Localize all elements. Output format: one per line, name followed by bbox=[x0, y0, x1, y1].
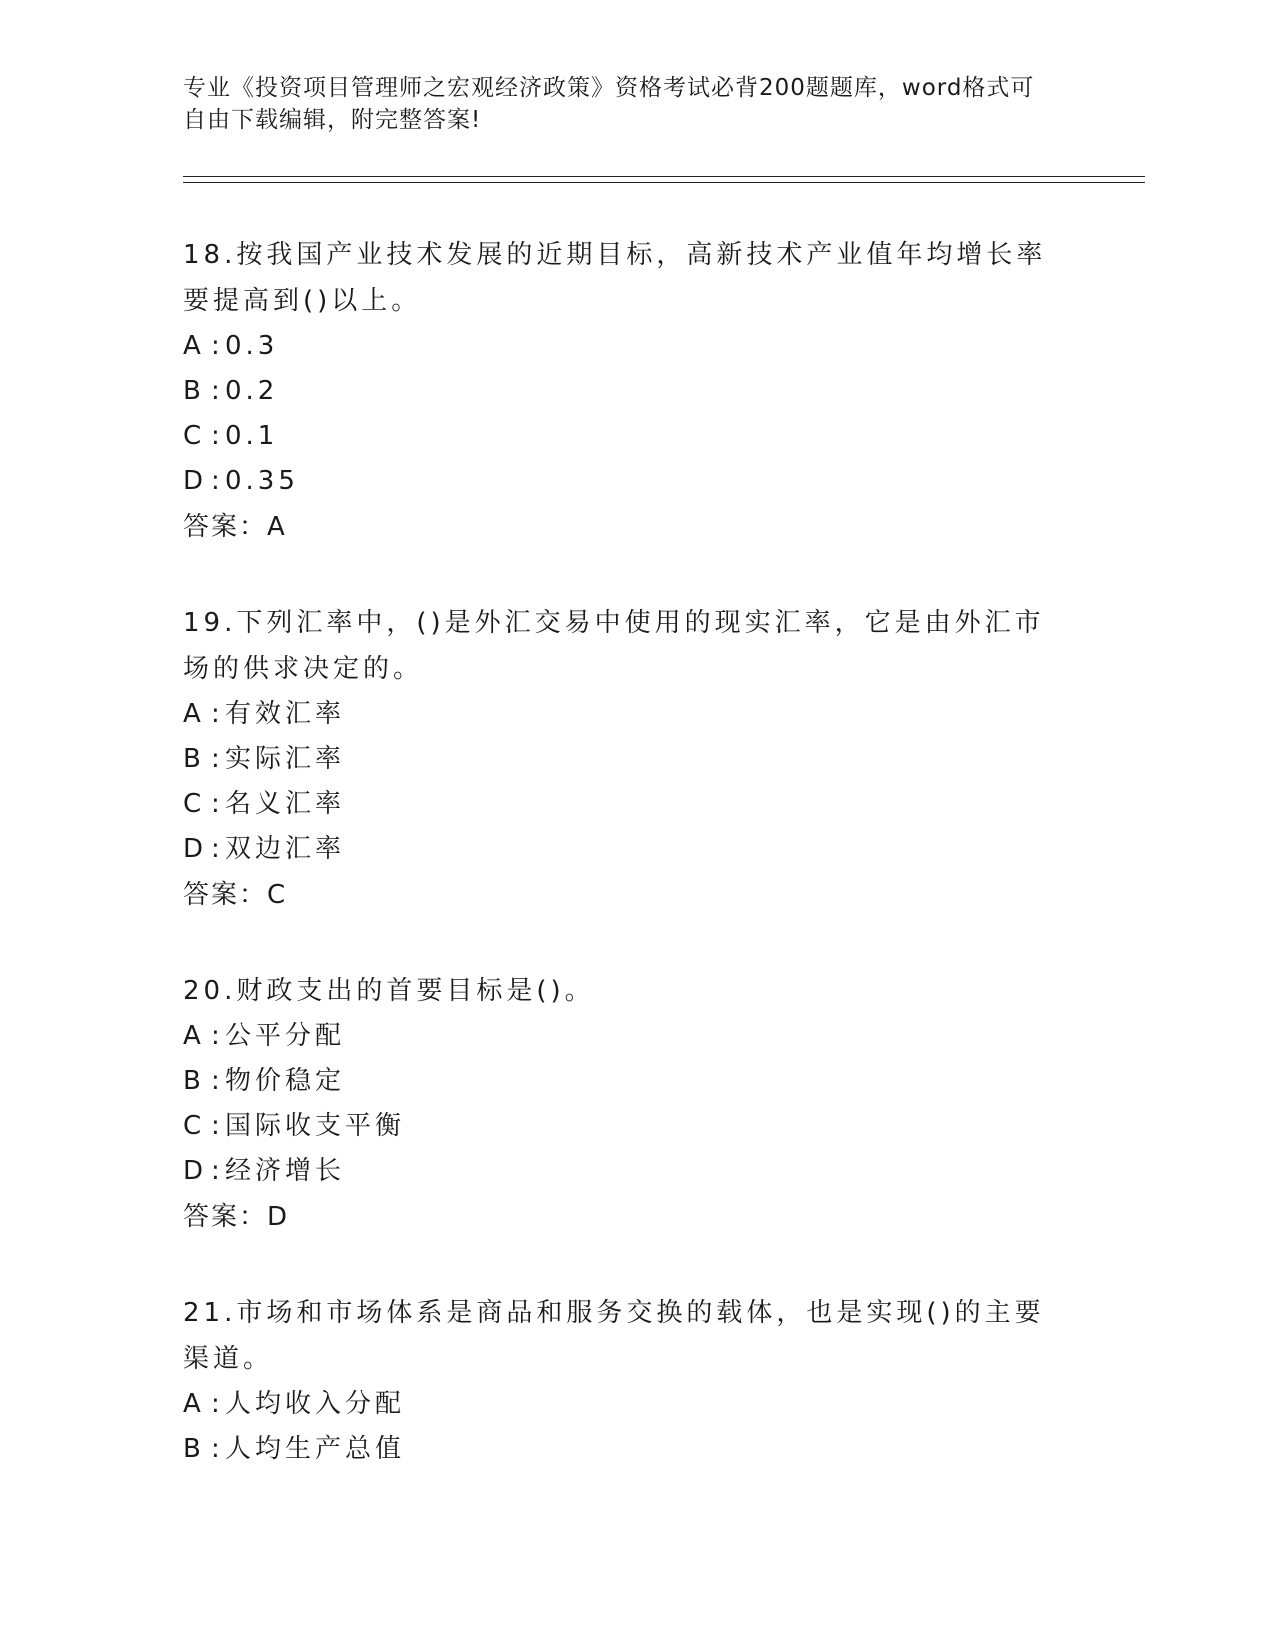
option-a bbox=[183, 692, 1083, 737]
option-text: 0.1 bbox=[225, 421, 279, 451]
option-text: 国际收支平衡 bbox=[225, 1111, 406, 1141]
option-separator: : bbox=[211, 789, 224, 819]
option-a bbox=[183, 324, 1083, 369]
option-c bbox=[183, 782, 1083, 827]
option-text: 公平分配 bbox=[225, 1021, 346, 1051]
option-separator: : bbox=[211, 376, 224, 406]
option-separator: : bbox=[211, 1156, 224, 1186]
question-list bbox=[183, 232, 1083, 1522]
option-b bbox=[183, 1427, 1083, 1472]
option-text: 0.35 bbox=[225, 466, 299, 496]
option-b bbox=[183, 369, 1083, 414]
option-text: 实际汇率 bbox=[225, 744, 346, 774]
option-d bbox=[183, 459, 1083, 504]
option-text: 有效汇率 bbox=[225, 699, 346, 729]
option-key: D bbox=[183, 466, 204, 496]
option-key: C bbox=[183, 789, 202, 819]
header-line-1: 专业《投资项目管理师之宏观经济政策》资格考试必背200题题库，word格式可 bbox=[183, 75, 1035, 101]
option-separator: : bbox=[211, 1111, 224, 1141]
answer-value: C bbox=[267, 880, 287, 910]
option-separator: : bbox=[211, 744, 224, 774]
option-key: A bbox=[183, 1389, 201, 1419]
question-21 bbox=[183, 1290, 1083, 1472]
answer-label: 答案： bbox=[183, 880, 268, 910]
option-key: D bbox=[183, 834, 204, 864]
question-stem: 19.下列汇率中，()是外汇交易中使用的现实汇率，它是由外汇市场的供求决定的。 bbox=[183, 608, 1045, 684]
answer-value: D bbox=[267, 1202, 289, 1232]
option-text: 物价稳定 bbox=[225, 1066, 346, 1096]
question-20 bbox=[183, 968, 1083, 1240]
option-text: 名义汇率 bbox=[225, 789, 346, 819]
option-separator: : bbox=[211, 699, 224, 729]
option-a bbox=[183, 1014, 1083, 1059]
option-separator: : bbox=[211, 466, 224, 496]
option-key: B bbox=[183, 376, 201, 406]
question-18 bbox=[183, 232, 1083, 550]
option-key: A bbox=[183, 1021, 201, 1051]
option-separator: : bbox=[211, 1434, 224, 1464]
option-b bbox=[183, 1059, 1083, 1104]
answer-label: 答案： bbox=[183, 1202, 268, 1232]
header-line-2: 自由下载编辑，附完整答案! bbox=[183, 107, 482, 133]
question-stem: 21.市场和市场体系是商品和服务交换的载体，也是实现()的主要渠道。 bbox=[183, 1298, 1045, 1374]
answer-value: A bbox=[267, 512, 286, 542]
option-key: C bbox=[183, 421, 202, 451]
option-key: B bbox=[183, 1434, 201, 1464]
option-separator: : bbox=[211, 1389, 224, 1419]
option-d bbox=[183, 1149, 1083, 1194]
option-text: 0.3 bbox=[225, 331, 279, 361]
option-a bbox=[183, 1382, 1083, 1427]
question-19 bbox=[183, 600, 1083, 918]
option-text: 人均收入分配 bbox=[225, 1389, 406, 1419]
option-separator: : bbox=[211, 421, 224, 451]
option-separator: : bbox=[211, 834, 224, 864]
header-divider-bottom bbox=[183, 182, 1145, 183]
option-text: 人均生产总值 bbox=[225, 1434, 406, 1464]
option-key: B bbox=[183, 1066, 201, 1096]
option-c bbox=[183, 414, 1083, 459]
option-key: A bbox=[183, 699, 201, 729]
answer-label: 答案： bbox=[183, 512, 268, 542]
option-c bbox=[183, 1104, 1083, 1149]
option-key: A bbox=[183, 331, 201, 361]
answer-line bbox=[183, 504, 1083, 550]
option-text: 双边汇率 bbox=[225, 834, 346, 864]
option-separator: : bbox=[211, 1066, 224, 1096]
answer-line bbox=[183, 1194, 1083, 1240]
option-key: D bbox=[183, 1156, 204, 1186]
option-b bbox=[183, 737, 1083, 782]
option-key: B bbox=[183, 744, 201, 774]
header-divider-top bbox=[183, 176, 1145, 177]
question-stem: 20.财政支出的首要目标是()。 bbox=[183, 976, 595, 1006]
document-header bbox=[183, 72, 1063, 136]
option-text: 经济增长 bbox=[225, 1156, 346, 1186]
option-key: C bbox=[183, 1111, 202, 1141]
option-separator: : bbox=[211, 1021, 224, 1051]
option-text: 0.2 bbox=[225, 376, 279, 406]
option-separator: : bbox=[211, 331, 224, 361]
answer-line bbox=[183, 872, 1083, 918]
option-d bbox=[183, 827, 1083, 872]
question-stem: 18.按我国产业技术发展的近期目标，高新技术产业值年均增长率要提高到()以上。 bbox=[183, 240, 1047, 316]
